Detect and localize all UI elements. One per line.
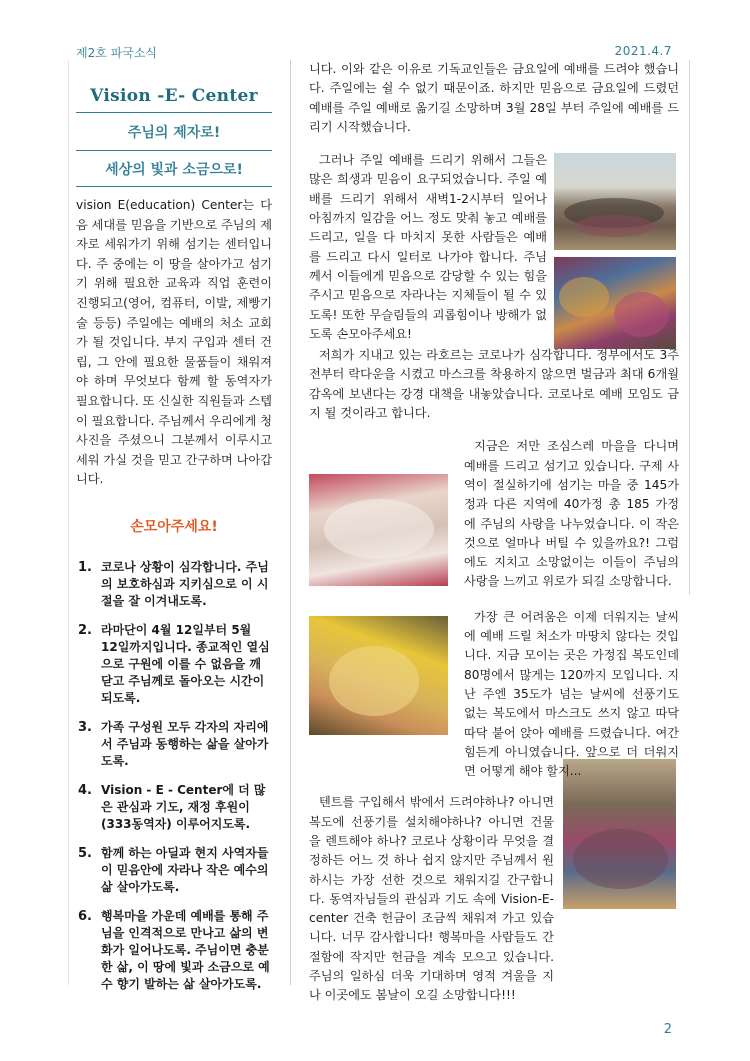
right-column [309, 60, 679, 1006]
prayer-text: 라마단이 4월 12일부터 5월 12일까지입니다. 종교적인 열심으로 구원에 이를 수 없음을 깨닫고 주님께로 돌아오는 시간이 되도록. [101, 622, 270, 705]
prayer-text: 함께 하는 아딜과 현지 사역자들이 믿음안에 자라나 작은 예수의 삶 살아가도록. [101, 845, 269, 894]
prayer-item [76, 622, 272, 707]
paragraph-sunday-sacrifice: 그러나 주일 예배를 드리기 위해서 그들은 많은 희생과 믿음이 요구되었습니다. 주일 예배를 드리기 위해서 새벽1-2시부터 일어나 아침까지 일감을 어느 정도 맞춰 놓고 예배를 드리고, 일을 다 마치지 못한 사람들은 예배를 드리고 다시 일터로 나가야 합니다. 주님께서 이들에게 믿음으로 감당할 수 있는 힘을 주시고 믿음으로 자라나는 지체들이 될 수 있도록! 또한 무슬림들의 괴롭힘이나 방해가 없도록 손모아주세요! [309, 153, 547, 341]
left-column [76, 86, 272, 1005]
prayer-number: 4. [78, 782, 92, 798]
prayer-number: 6. [78, 908, 92, 924]
prayer-number: 5. [78, 845, 92, 861]
prayer-text: Vision - E - Center에 더 많은 관심과 기도, 재정 후원이 (333동역자) 이루어지도록. [101, 782, 266, 831]
prayer-item [76, 782, 272, 833]
prayer-list [76, 559, 272, 993]
prayer-text: 행복마을 가운데 예배를 통해 주님을 인격적으로 만나고 삶의 변화가 일어나도록. 주님이면 충분한 삶, 이 땅에 빛과 소금으로 예수 향기 발하는 삶 살아가도록. [101, 908, 270, 991]
paragraph-worship-space: 가장 큰 어려움은 이제 더워지는 날씨에 예배 드릴 처소가 마땅치 않다는 것입니다. 지금 모이는 곳은 가정집 복도인데 80명에서 많게는 120까지 모입니다. 지난 주엔 35도가 넘는 날씨에 선풍기도 없는 복도에서 마스크도 쓰지 않고 따닥 따닥 붙어 앉아 예배를 드렸습니다. 여간 힘든게 아니였습니다. 앞으로 더 더워지면 어떻게 해야 할지... [464, 609, 679, 779]
subtitle-disciple: 주님의 제자로! [127, 125, 221, 141]
subtitle-divider-bottom [76, 186, 272, 187]
prayer-number: 3. [78, 719, 92, 735]
center-title: Vision -E- Center [90, 86, 258, 106]
paragraph-lahore-covid: 저희가 지내고 있는 라호르는 코로나가 심각합니다. 정부에서도 3주 전부터 락다운을 시켰고 마스크를 착용하지 않으면 벌금과 최대 6개월 감옥에 보낸다는 강경 대책을 내놓았습니다. 코로나로 예배 모임도 금지 될 것이라고 합니다. [309, 348, 679, 421]
prayer-number: 1. [78, 559, 92, 575]
prayer-item [76, 845, 272, 896]
issue-date: 2021.4.7 [614, 44, 672, 58]
paragraph-tent-or-rent: 텐트를 구입해서 밖에서 드려야하나? 아니면 복도에 선풍기를 설치해야하나? 아니면 건물을 렌트해야 하나? 코로나 상황이라 무엇을 결정하든 어느 것 하나 쉽지 않지만 주님께서 원하시는 가장 선한 것으로 채워지길 간구합니다. 동역자님들의 관심과 기도 속에 Vision-E-center 건축 헌금이 조금씩 채워져 가고 있습니다. 너무 감사합니다! 행복마을 사람들도 간절함에 작지만 헌금을 계속 모으고 있습니다. 주님의 일하심 더욱 기대하며 영적 겨울을 지나 이곳에도 봄날이 오길 소망합니다!!! [309, 795, 554, 1003]
prayer-heading: 손모아주세요! [130, 518, 218, 535]
center-intro-paragraph: vision E(education) Center는 다음 세대를 믿음을 기반으로 주님의 제자로 세워가기 위해 섬기는 센터입니다. 주 중에는 이 땅을 살아가고 섬기기 위해 필요한 교육과 직업 훈련이 진행되고(영어, 컴퓨터, 이발, 제빵기술 등등) 주일에는 예배의 처소 교회가 될 것입니다. 부지 구입과 센터 건립, 그 안에 필요한 물품들이 채워져야 하며 무엇보다 함께 할 동역자가 필요합니다. 또 신실한 직원들과 스텝이 필요합니다. 주님께서 우리에게 청사진을 주셨으니 그분께서 이루시고 세워 가실 것을 믿고 간구하며 나아갑니다. [76, 198, 272, 487]
paragraph-relief-work: 지금은 저만 조심스레 마을을 다니며 예배를 드리고 섬기고 있습니다. 구제 사역이 절실하기에 섬기는 마을 중 145가정과 다른 지역에 40가정 총 185 가정에 주님의 사랑을 나누었습니다. 이 작은 것으로 얼마나 버틸 수 있을까요?! 그럼에도 지치고 소망없이는 이들이 주님의 사랑을 느끼고 위로가 되길 소망합니다. [464, 439, 679, 589]
column-divider [290, 60, 291, 985]
prayer-text: 코로나 상황이 심각합니다. 주님의 보호하심과 지키심으로 이 시절을 잘 이겨내도록. [101, 559, 269, 608]
prayer-number: 2. [78, 622, 92, 638]
prayer-item [76, 719, 272, 770]
issue-label: 제2호 파국소식 [76, 46, 158, 60]
prayer-item [76, 908, 272, 993]
paragraph-friday-worship: 니다. 이와 같은 이유로 기독교인들은 금요일에 예배를 드려야 했습니다. 주일에는 쉴 수 없기 때문이죠. 하지만 믿음으로 금요일에 드렸던 예배를 주일 예배로 옮기길 소망하며 3월 28일 부터 주일에 예배를 드리기 시작했습니다. [309, 62, 679, 134]
left-margin-rule [68, 60, 69, 985]
prayer-item [76, 559, 272, 610]
prayer-text: 가족 구성원 모두 각자의 자리에서 주님과 동행하는 삶을 살아가도록. [101, 719, 269, 768]
right-margin-rule [689, 60, 690, 595]
page-number: 2 [663, 1022, 672, 1037]
subtitle-light-salt: 세상의 빛과 소금으로! [105, 162, 243, 178]
